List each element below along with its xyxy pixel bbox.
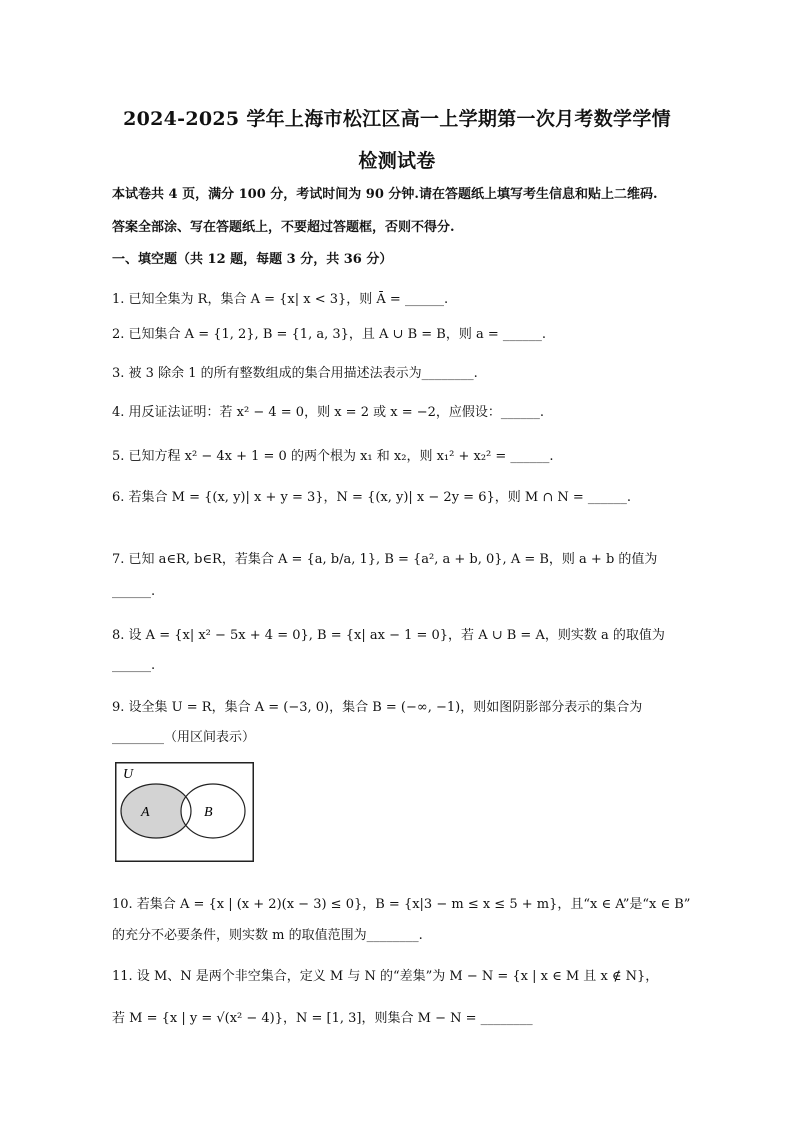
title-line-1: 2024-2025 学年上海市松江区高一上学期第一次月考数学学情 <box>123 108 671 130</box>
question-11-cont: 若 M = {x | y = √(x² − 4)}，N = [1, 3]，则集合 M − N = ________ <box>112 1011 533 1026</box>
question-7: 7. 已知 a∈R, b∈R，若集合 A = {a, b/a, 1}, B = {a², a + b, 0}, A = B，则 a + b 的值为 <box>112 552 658 567</box>
venn-diagram <box>115 762 254 862</box>
question-2: 2. 已知集合 A = {1, 2}, B = {1, a, 3}，且 A ∪ B = B，则 a = ______. <box>112 327 547 342</box>
section-heading: 一、填空题（共 12 题，每题 3 分，共 36 分） <box>112 252 393 267</box>
question-9: 9. 设全集 U = R，集合 A = (−3, 0)，集合 B = (−∞, −1)，则如图阴影部分表示的集合为 <box>112 700 643 715</box>
question-6: 6. 若集合 M = {(x, y)| x + y = 3}，N = {(x, y)| x − 2y = 6}，则 M ∩ N = ______. <box>112 490 632 505</box>
title-line-2: 检测试卷 <box>358 150 436 172</box>
venn-label-a: A <box>141 805 150 820</box>
question-11: 11. 设 M、N 是两个非空集合，定义 M 与 N 的“差集”为 M − N = {x | x ∈ M 且 x ∉ N}， <box>112 969 659 984</box>
question-8-blank: ______. <box>112 658 156 673</box>
question-10: 10. 若集合 A = {x | (x + 2)(x − 3) ≤ 0}，B = {x|3 − m ≤ x ≤ 5 + m}，且“x ∈ A”是“x ∈ B” <box>112 897 691 912</box>
venn-label-b: B <box>204 805 213 820</box>
instructions-line-2: 答案全部涂、写在答题纸上，不要超过答题框，否则不得分. <box>112 220 455 235</box>
question-3: 3. 被 3 除余 1 的所有整数组成的集合用描述法表示为________. <box>112 366 478 381</box>
question-10-cont: 的充分不必要条件，则实数 m 的取值范围为________. <box>112 928 423 943</box>
venn-label-u: U <box>123 767 134 782</box>
question-5: 5. 已知方程 x² − 4x + 1 = 0 的两个根为 x₁ 和 x₂，则 x₁² + x₂² = ______. <box>112 449 554 464</box>
question-7-blank: ______. <box>112 584 156 599</box>
instructions-line-1: 本试卷共 4 页，满分 100 分，考试时间为 90 分钟.请在答题纸上填写考生信息和贴上二维码. <box>112 187 658 202</box>
question-1: 1. 已知全集为 R，集合 A = {x| x < 3}，则 Ā = ______. <box>112 292 449 307</box>
question-4: 4. 用反证法证明：若 x² − 4 = 0，则 x = 2 或 x = −2，应假设：______. <box>112 405 545 420</box>
question-8: 8. 设 A = {x| x² − 5x + 4 = 0}, B = {x| ax − 1 = 0}，若 A ∪ B = A，则实数 a 的取值为 <box>112 628 665 643</box>
question-9-blank: ________（用区间表示） <box>112 730 256 745</box>
